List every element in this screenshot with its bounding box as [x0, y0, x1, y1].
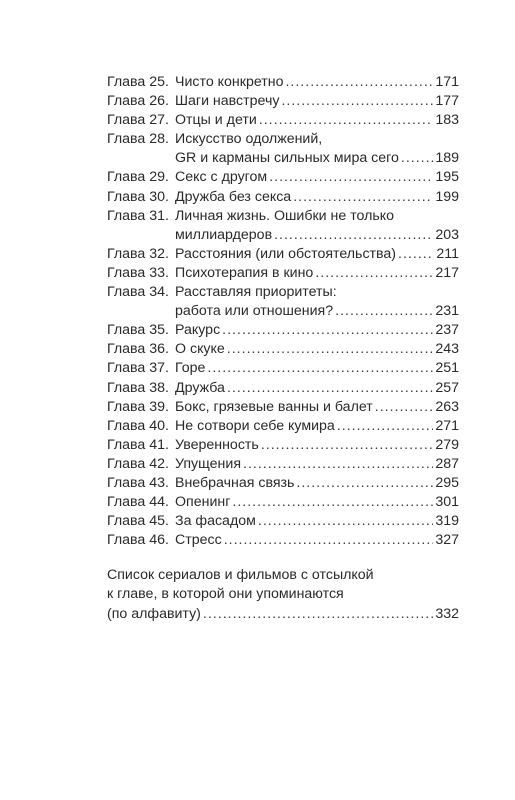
chapter-title: Шаги навстречу	[175, 93, 280, 110]
page-number: 217	[435, 264, 459, 281]
chapter-label: Глава 35.	[107, 322, 169, 339]
chapter-label: Глава 46.	[107, 532, 169, 549]
chapter-title: Опенинг	[175, 494, 231, 511]
appendix-line	[107, 585, 459, 604]
toc-entry	[107, 493, 459, 512]
appendix-line	[107, 605, 459, 624]
chapter-title: миллиардеров	[175, 226, 273, 243]
page-number: 199	[435, 188, 459, 205]
toc-line	[107, 207, 459, 226]
dot-leader	[375, 398, 434, 417]
page-number: 171	[435, 74, 459, 90]
dot-leader	[398, 245, 434, 264]
toc-entry	[107, 168, 459, 187]
toc-entry	[107, 436, 459, 455]
dot-leader	[337, 417, 434, 436]
chapter-title: GR и карманы сильных мира сего	[175, 150, 399, 167]
toc-entry	[107, 455, 459, 474]
dot-leader	[259, 111, 434, 130]
chapter-label: Глава 37.	[107, 360, 169, 377]
dot-leader	[285, 73, 433, 92]
toc-entry	[107, 207, 459, 245]
toc-entry	[107, 73, 459, 92]
dot-leader	[258, 512, 433, 531]
dot-leader	[227, 379, 433, 398]
toc-line	[107, 283, 459, 302]
chapter-title: Стресс	[175, 532, 222, 549]
toc-entry	[107, 245, 459, 264]
dot-leader	[243, 455, 433, 474]
dot-leader	[227, 340, 434, 359]
toc-line	[107, 168, 459, 187]
chapter-title: Искусство одолжений,	[175, 131, 323, 148]
page-number: 332	[435, 605, 459, 622]
page-number: 279	[435, 436, 459, 453]
chapter-label: Глава 30.	[107, 188, 169, 205]
chapter-label: Глава 25.	[107, 74, 169, 90]
toc-entry	[107, 474, 459, 493]
toc-entry	[107, 130, 459, 168]
toc-line	[107, 512, 459, 531]
chapter-title: За фасадом	[175, 513, 256, 530]
toc-entry	[107, 321, 459, 340]
toc-line	[107, 379, 459, 398]
toc-line	[107, 188, 459, 207]
toc-line	[107, 417, 459, 436]
toc-line	[107, 340, 459, 359]
chapter-label: Глава 42.	[107, 455, 169, 472]
chapter-title: О скуке	[175, 341, 225, 358]
toc-entry	[107, 398, 459, 417]
appendix-text: (по алфавиту)	[107, 605, 201, 622]
chapter-label: Глава 31.	[107, 207, 169, 224]
toc-entry	[107, 531, 459, 550]
toc-line	[107, 111, 459, 130]
chapter-title: Расстояния (или обстоятельства)	[175, 245, 397, 262]
chapter-label: Глава 43.	[107, 474, 169, 491]
page-number: 257	[435, 379, 459, 396]
page-number: 195	[435, 169, 459, 186]
page-number: 251	[435, 360, 459, 377]
chapter-title: Внебрачная связь	[175, 474, 295, 491]
toc-line	[107, 531, 459, 550]
chapter-title: Чисто конкретно	[175, 74, 284, 90]
dot-leader	[274, 226, 433, 245]
chapter-label: Глава 29.	[107, 169, 169, 186]
chapter-title: работа или отношения?	[175, 303, 334, 320]
appendix-entry	[107, 566, 459, 624]
toc-line	[107, 149, 459, 168]
chapter-title: Отцы и дети	[175, 112, 257, 129]
chapter-title: Личная жизнь. Ошибки не только	[175, 207, 395, 224]
dot-leader	[222, 321, 433, 340]
dot-leader	[232, 493, 433, 512]
chapter-title: Расставляя приоритеты:	[175, 284, 337, 301]
appendix-text: Список сериалов и фильмов с отсылкой	[107, 567, 374, 583]
chapter-title: Уверенность	[175, 436, 259, 453]
toc-line	[107, 245, 459, 264]
chapter-label: Глава 32.	[107, 245, 169, 262]
chapter-label: Глава 27.	[107, 112, 169, 129]
toc-entry	[107, 340, 459, 359]
toc-line	[107, 455, 459, 474]
toc-entry	[107, 188, 459, 207]
chapter-label: Глава 41.	[107, 436, 169, 453]
page-number: 211	[436, 245, 459, 262]
page-number: 231	[435, 303, 459, 320]
page-number: 203	[435, 226, 459, 243]
dot-leader	[293, 188, 433, 207]
page-number: 263	[435, 398, 459, 415]
appendix-line	[107, 566, 459, 585]
page-number: 237	[435, 322, 459, 339]
toc-line	[107, 398, 459, 417]
page-number: 327	[435, 532, 459, 549]
toc-entry	[107, 417, 459, 436]
chapter-title: Секс с другом	[175, 169, 268, 186]
page-number: 271	[435, 417, 459, 434]
chapter-title: Бокс, грязевые ванны и балет	[175, 398, 373, 415]
chapter-title: Горе	[175, 360, 206, 377]
chapter-label: Глава 36.	[107, 341, 169, 358]
toc-line	[107, 226, 459, 245]
page-number: 183	[435, 112, 459, 129]
appendix-text: к главе, в которой они упоминаются	[107, 586, 344, 603]
toc-entry	[107, 359, 459, 378]
table-of-contents	[107, 73, 459, 550]
dot-leader	[315, 264, 433, 283]
toc-line	[107, 92, 459, 111]
page-number: 287	[435, 455, 459, 472]
toc-line	[107, 264, 459, 283]
chapter-title: Дружба без секса	[175, 188, 292, 205]
dot-leader	[335, 302, 433, 321]
page-number: 295	[435, 474, 459, 491]
chapter-title: Ракурс	[175, 322, 221, 339]
toc-line	[107, 130, 459, 149]
dot-leader	[203, 605, 433, 624]
toc-line	[107, 321, 459, 340]
toc-entry	[107, 264, 459, 283]
chapter-label: Глава 34.	[107, 284, 169, 301]
chapter-title: Упущения	[175, 455, 241, 472]
page-number: 243	[435, 341, 459, 358]
page-number: 189	[435, 150, 459, 167]
toc-line	[107, 436, 459, 455]
chapter-label: Глава 40.	[107, 417, 169, 434]
toc-entry	[107, 379, 459, 398]
chapter-label: Глава 44.	[107, 494, 169, 511]
chapter-label: Глава 38.	[107, 379, 169, 396]
chapter-label: Глава 39.	[107, 398, 169, 415]
toc-entry	[107, 512, 459, 531]
page-number: 177	[435, 93, 459, 110]
dot-leader	[296, 474, 433, 493]
dot-leader	[281, 92, 433, 111]
dot-leader	[269, 168, 433, 187]
chapter-label: Глава 45.	[107, 513, 169, 530]
toc-line	[107, 73, 459, 92]
chapter-title: Дружба	[175, 379, 225, 396]
dot-leader	[401, 149, 433, 168]
page-number: 319	[435, 513, 459, 530]
dot-leader	[224, 531, 434, 550]
chapter-label: Глава 33.	[107, 264, 169, 281]
page-number: 301	[435, 494, 459, 511]
toc-line	[107, 493, 459, 512]
toc-line	[107, 302, 459, 321]
chapter-title: Психотерапия в кино	[175, 264, 314, 281]
chapter-title: Не сотвори себе кумира	[175, 417, 335, 434]
dot-leader	[207, 359, 433, 378]
chapter-label: Глава 28.	[107, 131, 169, 148]
toc-entry	[107, 283, 459, 321]
chapter-label: Глава 26.	[107, 93, 169, 110]
toc-line	[107, 359, 459, 378]
toc-entry	[107, 111, 459, 130]
toc-entry	[107, 92, 459, 111]
dot-leader	[261, 436, 434, 455]
toc-line	[107, 474, 459, 493]
